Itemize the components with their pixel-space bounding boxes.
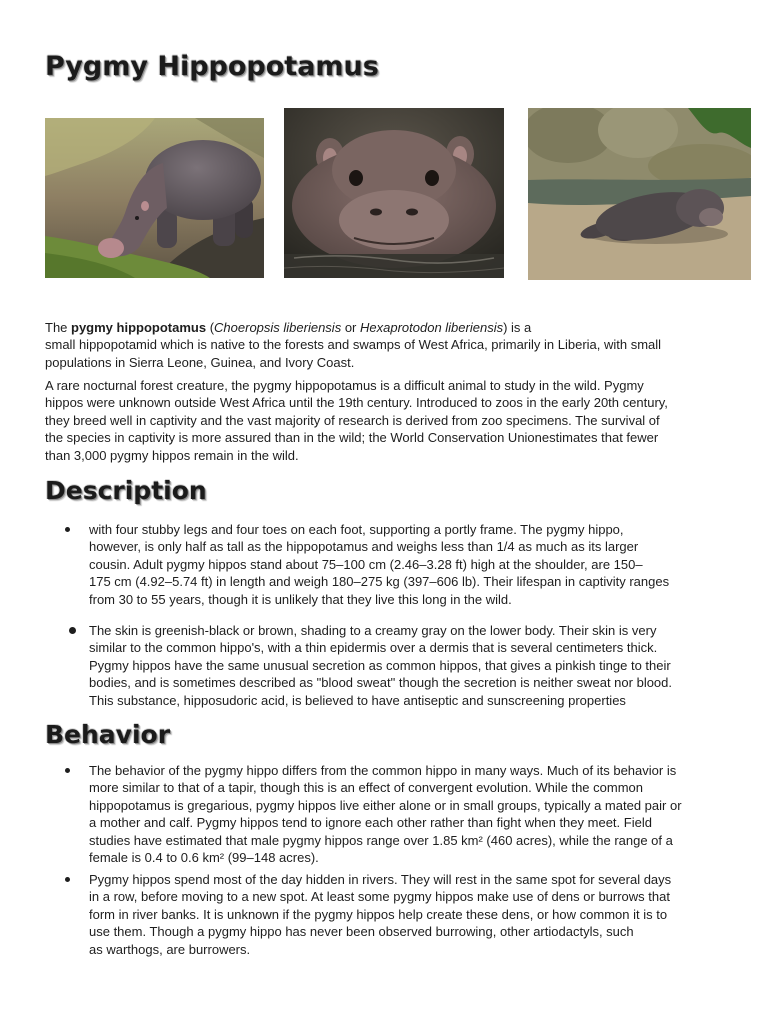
behavior-bullet-item bbox=[89, 762, 682, 866]
section-heading-description: Description bbox=[45, 476, 207, 505]
bullet-line: bodies, and is sometimes described as "blood sweat" though the secretion is neither sweat nor blood. bbox=[89, 675, 673, 691]
overview-line: hippos were unknown outside West Africa until the 19th century. Introduced to zoos in the early 20th century, bbox=[45, 395, 668, 411]
common-name: pygmy hippopotamus bbox=[71, 320, 207, 335]
bullet-line: in a row, before moving to a new spot. At least some pygmy hippos make use of dens or burrows that bbox=[89, 889, 670, 905]
scientific-name: Hexaprotodon liberiensis bbox=[360, 320, 504, 335]
bullet-line: Pygmy hippos have the same unusual secretion as common hippos, that gives a pinkish tinge to their bbox=[89, 657, 671, 673]
hippo-left-nostril bbox=[370, 209, 382, 216]
bullet-line: This substance, hipposudoric acid, is believed to have antiseptic and sunscreening properties bbox=[89, 692, 626, 708]
bullet-line: a mother and calf. Pygmy hippos tend to ignore each other rather than fight when they meet. Field bbox=[89, 815, 652, 831]
bullet-line: similar to the common hippo's, with a thin epidermis over a dermis that is several centimeters thick. bbox=[89, 640, 658, 656]
hippo-eye bbox=[135, 216, 139, 220]
bullet-icon bbox=[65, 527, 70, 532]
bullet-line: use them. Though a pygmy hippo has never been observed burrowing, other artiodactyls, such bbox=[89, 924, 634, 940]
bullet-line: female is 0.4 to 0.6 km² (99–148 acres). bbox=[89, 849, 319, 865]
bullet-line: cousin. Adult pygmy hippos stand about 75–100 cm (2.46–3.28 ft) high at the shoulder, are 150– bbox=[89, 556, 643, 572]
intro-text: The bbox=[45, 320, 72, 335]
hippo-snout bbox=[699, 208, 723, 226]
bullet-line: 175 cm (4.92–5.74 ft) in length and weigh 180–275 kg (397–606 lb). Their lifespan in captivity ranges bbox=[89, 574, 670, 590]
hippo-left-eye bbox=[349, 170, 363, 186]
description-bullet-item bbox=[89, 622, 672, 709]
hippo-right-nostril bbox=[406, 209, 418, 216]
bullet-line: hippopotamus is gregarious, pygmy hippos live either alone or in small groups, typically a mated pair or bbox=[89, 797, 682, 813]
hippo-head-closeup bbox=[292, 130, 496, 268]
intro-text: or bbox=[341, 320, 360, 335]
hippo-front-leg bbox=[157, 210, 177, 248]
intro-line: populations in Sierra Leone, Guinea, and Ivory Coast. bbox=[45, 354, 355, 370]
page-title: Pygmy Hippopotamus bbox=[45, 51, 379, 82]
overview-line: the species in captivity is more assured than in the wild; the World Conservation Unionestimates that fewer bbox=[45, 430, 659, 446]
intro-text: ) is a bbox=[503, 320, 532, 335]
bullet-line: however, is only half as tall as the hippopotamus and weighs less than 1/4 as much as its larger bbox=[89, 539, 639, 555]
bullet-line: The behavior of the pygmy hippo differs from the common hippo in many ways. Much of its behavior is bbox=[89, 763, 677, 778]
overview-paragraph bbox=[45, 377, 668, 464]
hippo-right-eye bbox=[425, 170, 439, 186]
bullet-line: as warthogs, are burrowers. bbox=[89, 941, 251, 957]
overview-line: A rare nocturnal forest creature, the pygmy hippopotamus is a difficult animal to study in the wild. Pygmy bbox=[45, 378, 644, 393]
bullet-icon bbox=[65, 768, 70, 773]
behavior-bullet-item bbox=[89, 871, 671, 958]
hippo-muzzle bbox=[339, 190, 449, 250]
hippo-ear bbox=[141, 201, 149, 211]
water-surface bbox=[284, 254, 504, 278]
intro-line bbox=[45, 319, 661, 336]
photo-hippo-face bbox=[284, 108, 504, 278]
intro-line: small hippopotamid which is native to the forests and swamps of West Africa, primarily in Liberia, with small bbox=[45, 337, 662, 353]
description-bullet-item bbox=[89, 521, 669, 608]
photo-hippo-grazing bbox=[45, 118, 264, 278]
bullet-line: from 30 to 55 years, though it is unlikely that they live this long in the wild. bbox=[89, 591, 512, 607]
overview-line: than 3,000 pygmy hippos remain in the wild. bbox=[45, 447, 299, 463]
intro-paragraph bbox=[45, 319, 661, 371]
photo-hippo-resting bbox=[528, 108, 751, 280]
bullet-line: form in river banks. It is unknown if the pygmy hippos help create these dens, or how common it is to bbox=[89, 906, 668, 922]
bullet-line: with four stubby legs and four toes on each foot, supporting a portly frame. The pygmy hippo, bbox=[89, 522, 624, 537]
bullet-line: Pygmy hippos spend most of the day hidden in rivers. They will rest in the same spot for several days bbox=[89, 872, 672, 887]
bullet-icon bbox=[65, 877, 70, 882]
intro-text: ( bbox=[206, 320, 215, 335]
overview-line: they breed well in captivity and the vast majority of research is derived from zoo specimens. The survival of bbox=[45, 412, 660, 428]
hippo-snout bbox=[98, 238, 124, 258]
bullet-line: studies have estimated that male pygmy hippos range over 1.85 km² (460 acres), while the range of a bbox=[89, 832, 673, 848]
section-heading-behavior: Behavior bbox=[45, 720, 171, 749]
bullet-line: The skin is greenish-black or brown, shading to a creamy gray on the lower body. Their skin is very bbox=[89, 623, 657, 638]
bullet-icon bbox=[69, 627, 76, 634]
bullet-line: more similar to that of a tapir, though this is an effect of convergent evolution. While the common bbox=[89, 780, 643, 796]
photo-background bbox=[528, 108, 751, 280]
scientific-name: Choeropsis liberiensis bbox=[214, 320, 342, 335]
